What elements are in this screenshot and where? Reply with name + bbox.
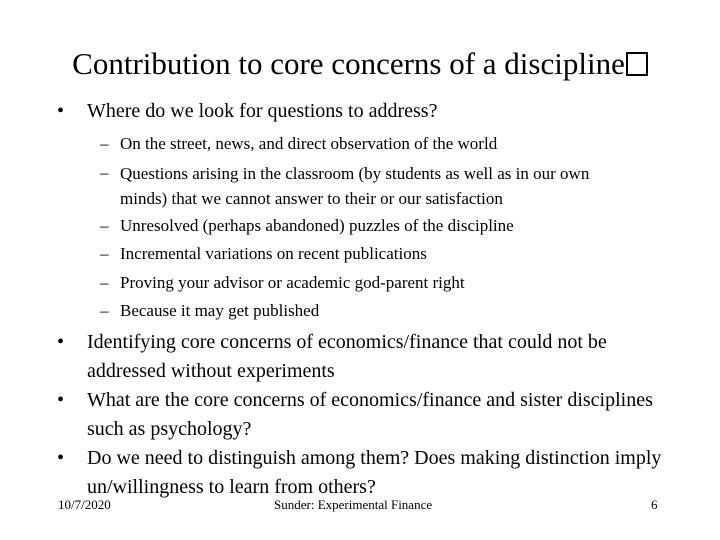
subbullet-marker: –	[100, 134, 109, 153]
footer-page-number: 6	[651, 497, 658, 512]
subbullet-text: Incremental variations on recent publications	[120, 244, 427, 263]
bullet-marker: •	[57, 389, 65, 411]
subbullet-text: Because it may get published	[120, 301, 320, 320]
footer-date: 10/7/2020	[58, 497, 111, 512]
slide-title	[0, 44, 720, 84]
subbullet-marker: –	[100, 244, 109, 263]
bullet-text: Do we need to distinguish among them? Does making distinction imply un/willingness to learn from others?	[87, 447, 662, 498]
footer-center-text: Sunder: Experimental Finance	[274, 497, 433, 512]
bullet-text: Identifying core concerns of economics/finance that could not be addressed without experiments	[87, 331, 607, 382]
subbullet-marker: –	[100, 163, 109, 182]
bullet-text: What are the core concerns of economics/finance and sister disciplines such as psychology?	[87, 389, 653, 440]
subbullet-marker: –	[100, 273, 109, 292]
bullet-marker: •	[57, 447, 65, 469]
subbullet-text: On the street, news, and direct observation of the world	[120, 134, 498, 153]
subbullet-marker: –	[100, 301, 109, 320]
missing-glyph-box-icon	[626, 52, 648, 76]
subbullet-text: Proving your advisor or academic god-parent right	[120, 273, 465, 292]
subbullet-text: Unresolved (perhaps abandoned) puzzles of the discipline	[120, 216, 514, 235]
bullet-text: Where do we look for questions to address?	[87, 100, 438, 122]
subbullet-marker: –	[100, 216, 109, 235]
slide-title-text: Contribution to core concerns of a discipline	[72, 46, 625, 81]
bullet-marker: •	[57, 100, 65, 122]
bullet-marker: •	[57, 331, 65, 353]
subbullet-text: Questions arising in the classroom (by students as well as in our own minds) that we cannot answer to their or our satisfaction	[120, 164, 590, 208]
